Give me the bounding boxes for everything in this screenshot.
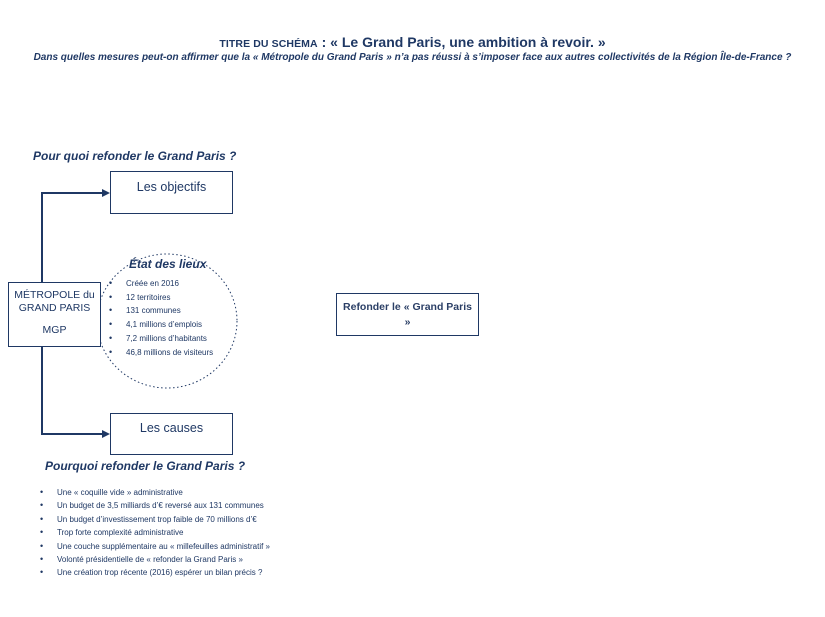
metropole-label-line3: MGP xyxy=(42,324,67,336)
refonder-box xyxy=(336,293,479,336)
title-main: « Le Grand Paris, une ambition à revoir. » xyxy=(330,34,606,50)
list-item: • Volonté présidentielle de « refonder la Grand Paris » xyxy=(40,553,270,566)
question-top: Pour quoi refonder le Grand Paris ? xyxy=(33,149,237,163)
causes-label: Les causes xyxy=(139,421,204,435)
list-item: • 7,2 millions d’habitants xyxy=(109,332,213,346)
list-item: • Une couche supplémentaire au « millefeuilles administratif » xyxy=(40,540,270,553)
list-item: • Un budget d’investissement trop faible de 70 millions d’€ xyxy=(40,513,270,526)
metropole-label-line1: MÉTROPOLE du xyxy=(14,289,95,301)
objectifs-box xyxy=(110,171,233,214)
title-prefix: TITRE DU SCHÉMA xyxy=(219,38,318,50)
connector-to-objectifs xyxy=(42,193,108,282)
etat-des-lieux-list xyxy=(109,277,213,359)
list-item: • Une création trop récente (2016) espérer un bilan précis ? xyxy=(40,566,270,579)
causes-box xyxy=(110,413,233,455)
list-item: • 46,8 millions de visiteurs xyxy=(109,346,213,360)
refonder-label: Refonder le « Grand Paris » xyxy=(343,300,472,328)
title-separator: : xyxy=(317,34,331,50)
objectifs-label: Les objectifs xyxy=(136,180,207,194)
metropole-box xyxy=(8,282,101,347)
diagram-subtitle: Dans quelles mesures peut-on affirmer que la « Métropole du Grand Paris » n’a pas réussi à s’imposer face aux autres collectivités de la Région Île-de-France ? xyxy=(33,52,792,63)
causes-list xyxy=(40,486,270,580)
metropole-label-line2: GRAND PARIS xyxy=(18,302,91,314)
list-item: • 4,1 millions d’emplois xyxy=(109,318,213,332)
list-item: • Une « coquille vide » administrative xyxy=(40,486,270,499)
question-bottom: Pourquoi refonder le Grand Paris ? xyxy=(45,459,246,473)
etat-des-lieux-title: État des lieux xyxy=(129,257,207,271)
list-item: • 12 territoires xyxy=(109,291,213,305)
connector-to-causes xyxy=(42,347,108,434)
list-item: • Créée en 2016 xyxy=(109,277,213,291)
list-item: • Trop forte complexité administrative xyxy=(40,526,270,539)
list-item: • 131 communes xyxy=(109,304,213,318)
list-item: • Un budget de 3,5 milliards d’€ reversé aux 131 communes xyxy=(40,499,270,512)
